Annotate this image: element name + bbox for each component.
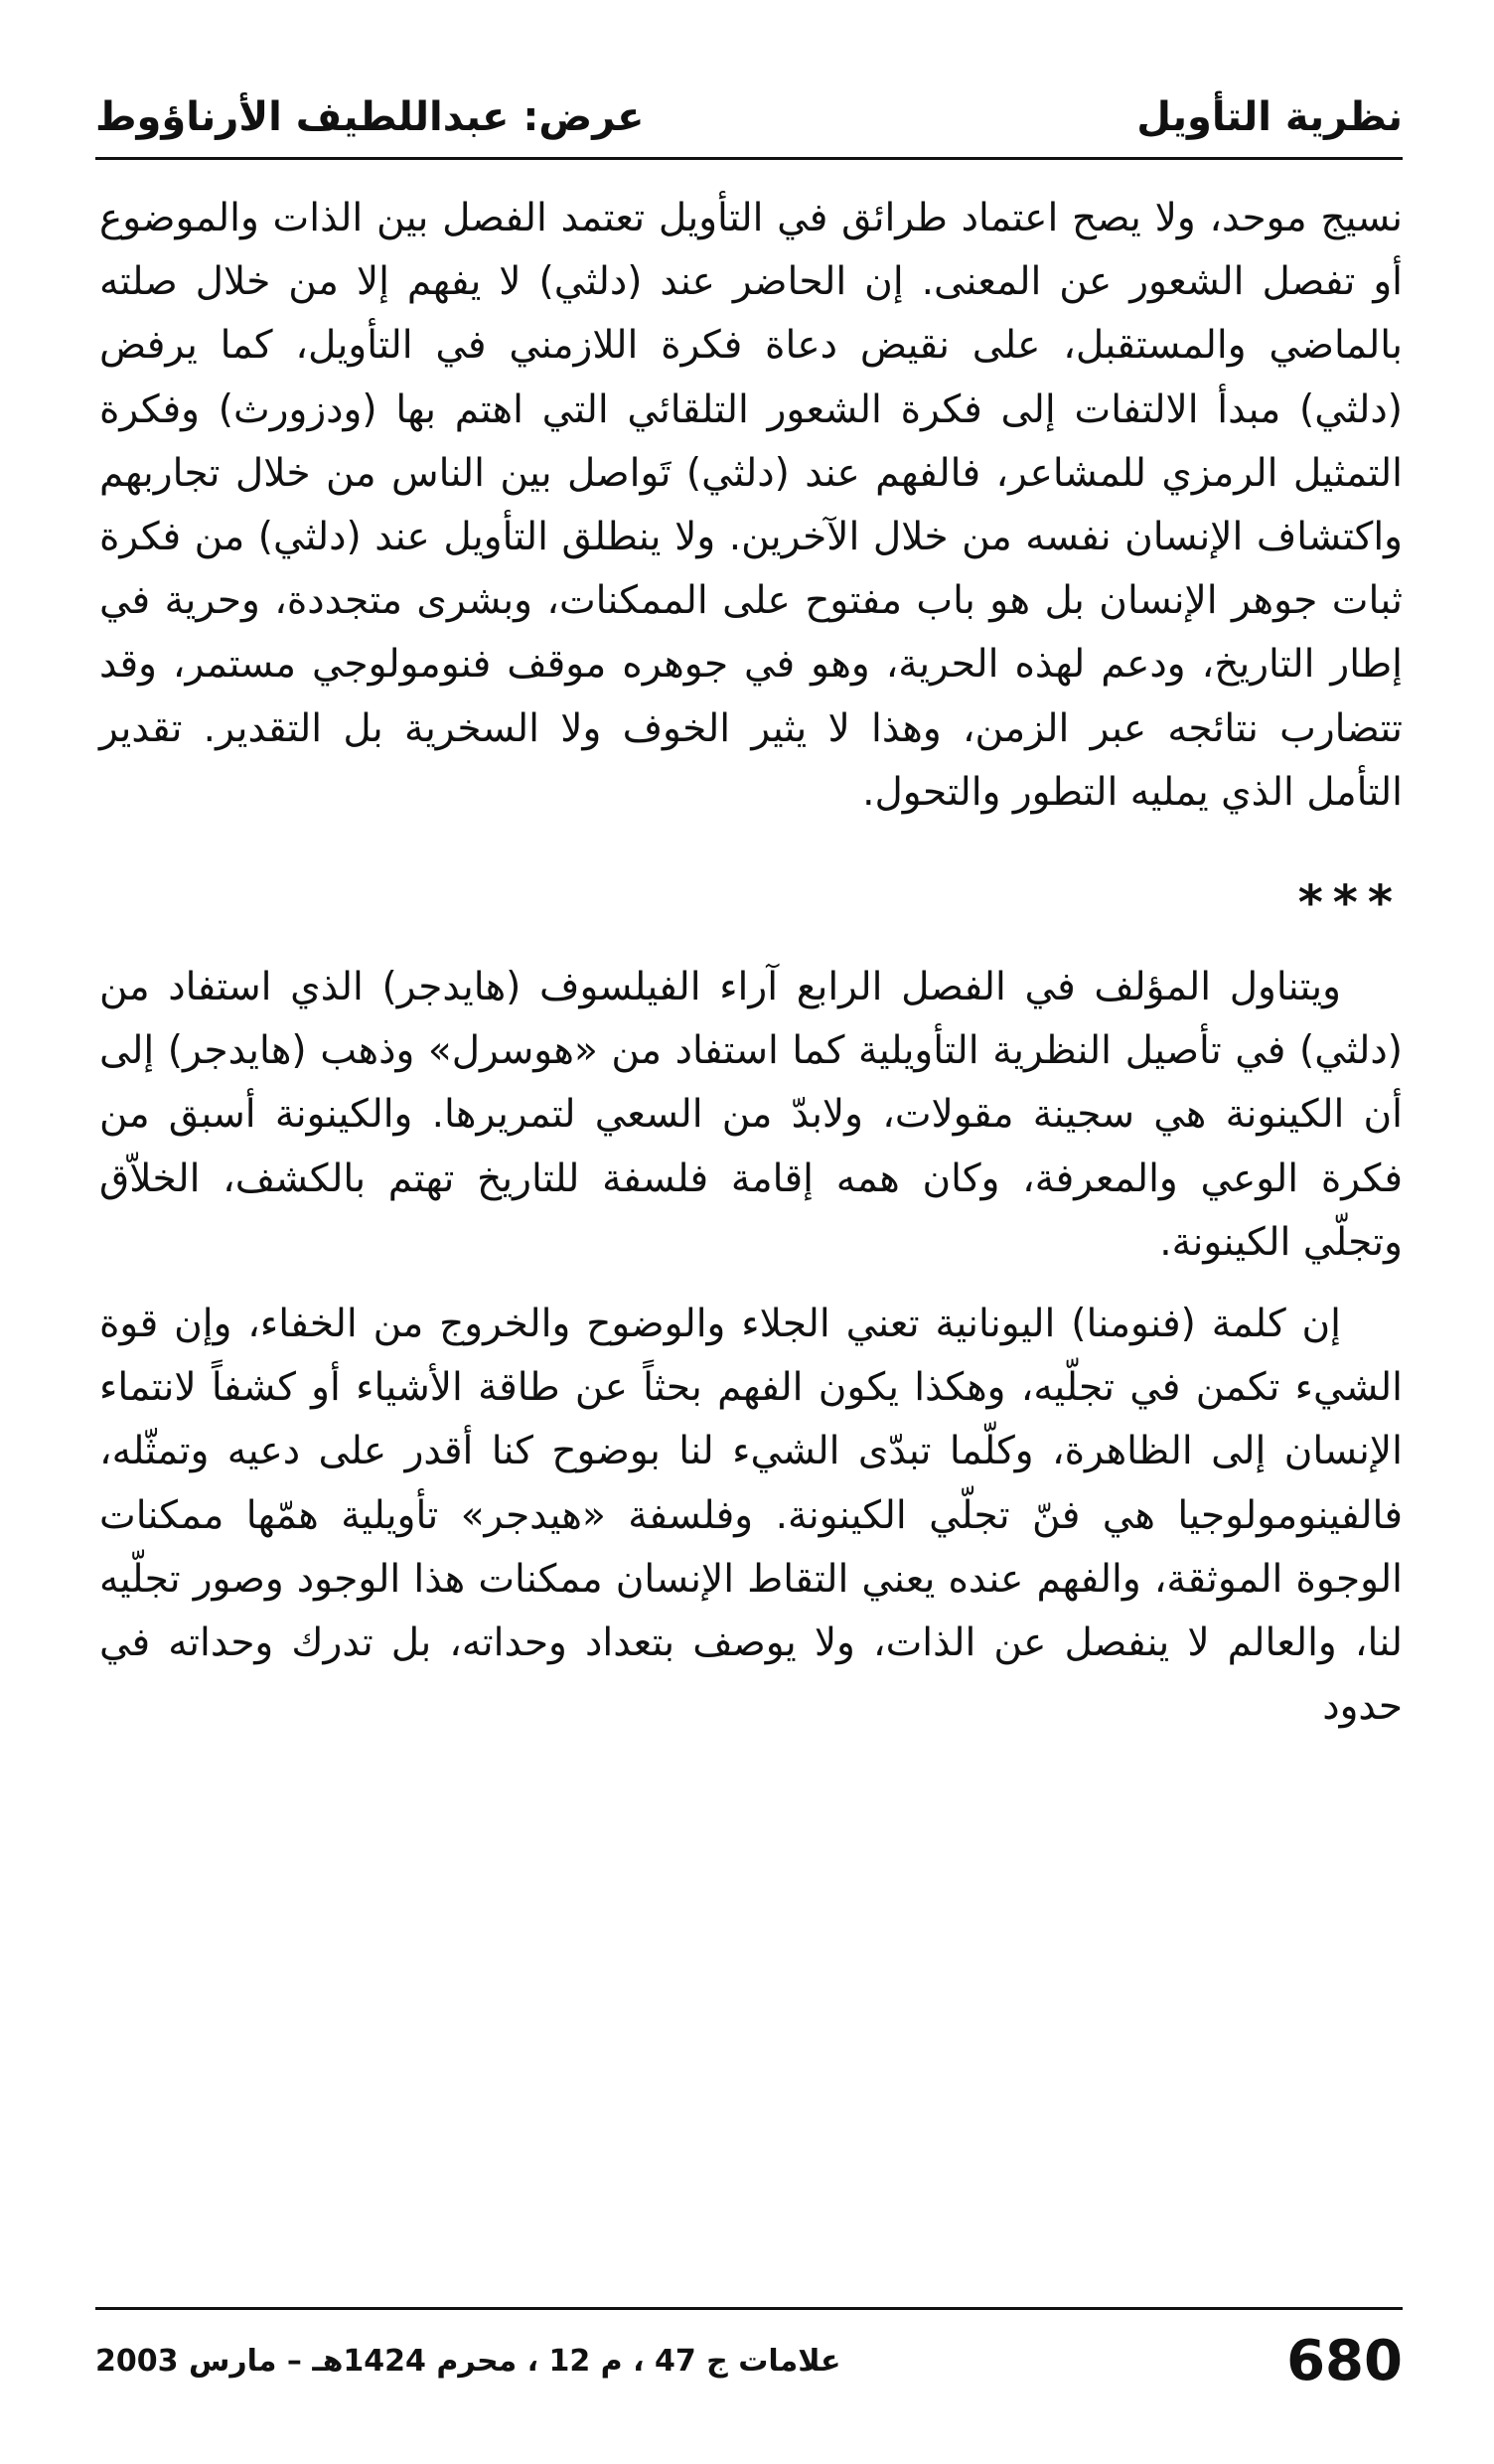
paragraph-phenomena: إن كلمة (فنومنا) اليونانية تعني الجلاء والوضوح والخروج من الخفاء، وإن قوة الشيء تكمن في تجلّيه، وهكذا يكون الفهم بحثاً عن طاقة الأشياء أو كشفاً لانتماء الإنسان إلى الظاهرة، وكلّما تبدّى الشيء لنا بوضوح كنا أقدر على دعيه وتمثّله، فالفينومولوجيا هي فنّ تجلّي الكينونة. وفلسفة «هيدجر» تأويلية همّها ممكنات الوجوة الموثقة، والفهم عنده يعني التقاط الإنسان ممكنات هذا الوجود وصور تجلّيه لنا، والعالم لا ينفصل عن الذات، ولا يوصف بتعداد وحداته، بل تدرك وحداته في حدود [99,1302,1403,1730]
book-title: نظرية التأويل [1136,94,1403,140]
header-divider [95,157,1403,160]
page-number: 680 [1286,2328,1403,2393]
paragraph-dilthey-continuation: نسيج موحد، ولا يصح اعتماد طرائق في التأويل تعتمد الفصل بين الذات والموضوع أو تفصل الشعور عن المعنى. إن الحاضر عند (دلثي) لا يفهم إلا من خلال صلته بالماضي والمستقبل، على نقيض دعاة فكرة اللازمني في التأويل، كما يرفض (دلثي) مبدأ الالتفات إلى فكرة الشعور التلقائي التي اهتم بها (ودزورث) وفكرة التمثيل الرمزي للمشاعر، فالفهم عند (دلثي) تَواصل بين الناس من خلال تجاربهم واكتشاف الإنسان نفسه من خلال الآخرين. ولا ينطلق التأويل عند (دلثي) من فكرة ثبات جوهر الإنسان بل هو باب مفتوح على الممكنات، وبشرى متجددة، وحرية في إطار التاريخ، ودعم لهذه الحرية، وهو في جوهره موقف فنومولوجي مستمر، وقد تتضارب نتائجه عبر الزمن، وهذا لا يثير الخوف ولا السخرية بل التقدير. تقدير التأمل الذي يمليه التطور والتحول. [99,196,1403,815]
running-footer [95,2321,1403,2400]
journal-info: علامات ج 47 ، م 12 ، محرم 1424هـ – مارس 2003 [95,2343,841,2379]
review-author: عرض: عبداللطيف الأرناؤوط [95,94,645,140]
running-header [95,77,1403,157]
section-separator: *** [1297,875,1403,932]
footer-divider [95,2307,1403,2310]
paragraph-heidegger-intro: ويتناول المؤلف في الفصل الرابع آراء الفيلسوف (هايدجر) الذي استفاد من (دلثي) في تأصيل النظرية التأويلية كما استفاد من «هوسرل» وذهب (هايدجر) إلى أن الكينونة هي سجينة مقولات، ولابدّ من السعي لتمريرها. والكينونة أسبق من فكرة الوعي والمعرفة، وكان همه إقامة فلسفة للتاريخ تهتم بالكشف، الخلاّق وتجلّي الكينونة. [99,965,1403,1265]
body-text [99,187,1403,1739]
